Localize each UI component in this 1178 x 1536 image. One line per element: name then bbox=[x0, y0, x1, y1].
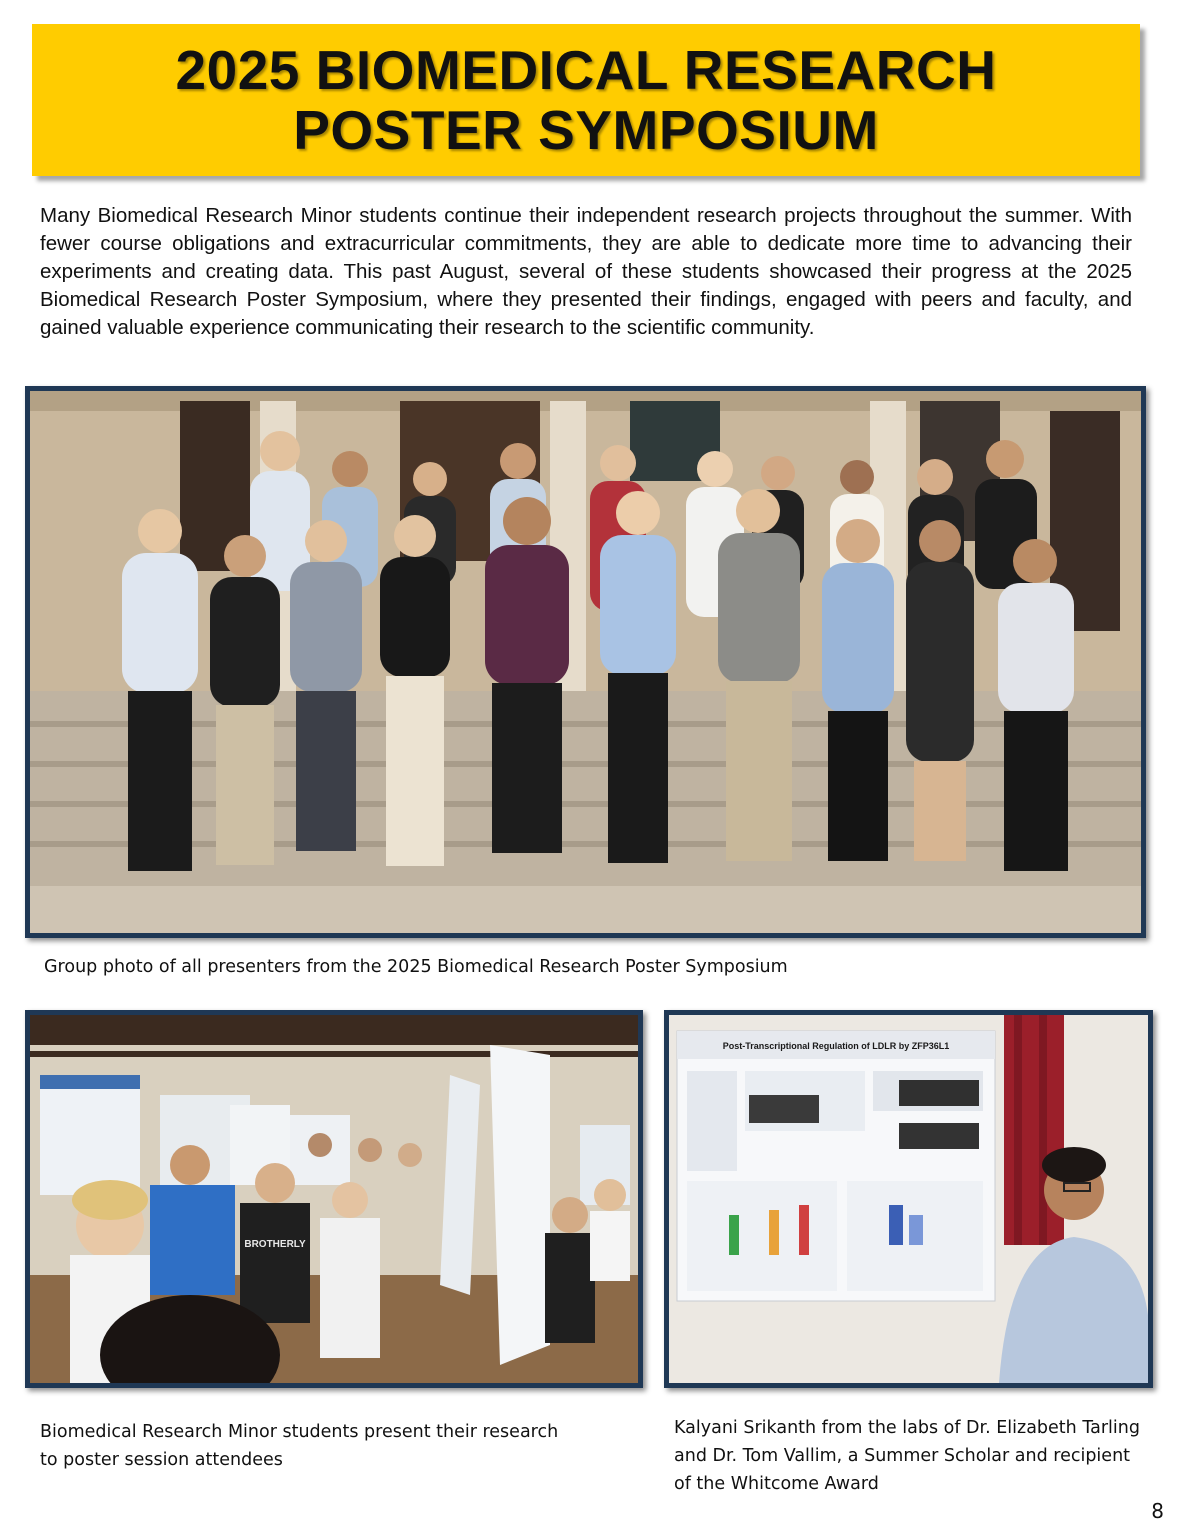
page-title-line-1: 2025 BIOMEDICAL RESEARCH bbox=[175, 39, 997, 101]
group-photo-caption: Group photo of all presenters from the 2025 Biomedical Research Poster Symposium bbox=[44, 957, 788, 977]
intro-paragraph: Many Biomedical Research Minor students continue their independent research projects throughout the summer. With fewer course obligations and extracurricular commitments, they are able to dedicate more time to advancing their experiments and creating data. This past August, several of these students showcased their progress at the 2025 Biomedical Research Poster Symposium, where they presented their findings, engaged with peers and faculty, and gained valuable experience communicating their research to the scientific community. bbox=[40, 204, 1132, 339]
group-photo bbox=[25, 386, 1146, 938]
group-photo-illustration bbox=[30, 391, 1141, 933]
presenter-photo bbox=[664, 1010, 1153, 1388]
poster-session-illustration bbox=[30, 1015, 638, 1383]
presenter-photo-illustration bbox=[669, 1015, 1148, 1383]
title-banner bbox=[32, 24, 1140, 176]
page-title-line-2: POSTER SYMPOSIUM bbox=[293, 99, 879, 161]
poster-title: Post-Transcriptional Regulation of LDLR by ZFP36L1 bbox=[722, 1041, 950, 1051]
poster-session-caption: Biomedical Research Minor students present their research to poster session attendees bbox=[40, 1422, 559, 1470]
presenter-caption: Kalyani Srikanth from the labs of Dr. Elizabeth Tarling and Dr. Tom Vallim, a Summer Scholar and recipient of the Whitcome Award bbox=[674, 1418, 1140, 1494]
shirt-brotherly-label: BROTHERLY bbox=[244, 1239, 306, 1250]
poster-session-photo bbox=[25, 1010, 643, 1388]
page-number: 8 bbox=[1151, 1499, 1164, 1523]
